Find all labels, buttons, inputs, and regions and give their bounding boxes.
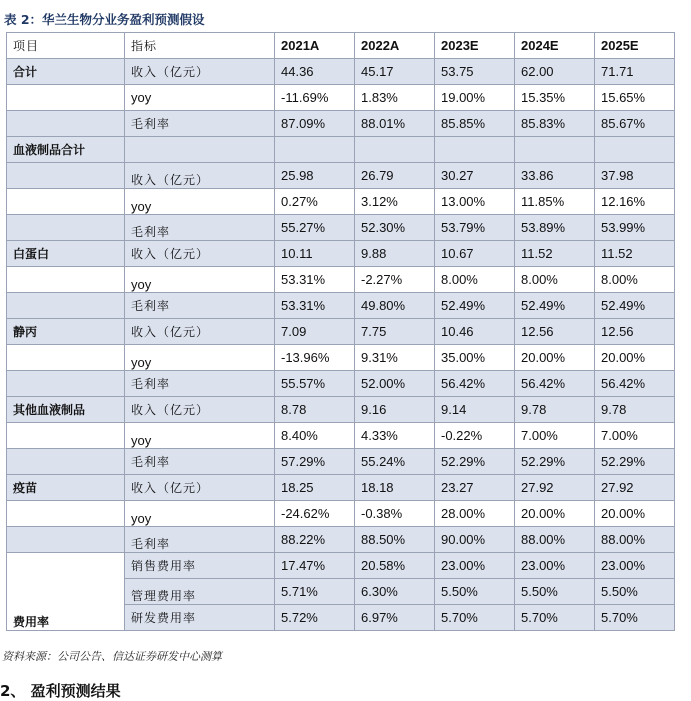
table-row bbox=[7, 163, 675, 189]
value-cell: 88.00% bbox=[515, 527, 595, 553]
indicator-cell: 毛利率 bbox=[125, 215, 275, 241]
table-caption: 表 2：华兰生物分业务盈利预测假设 bbox=[4, 12, 205, 27]
value-cell: 53.75 bbox=[435, 59, 515, 85]
table-row bbox=[7, 397, 675, 423]
indicator-cell: 收入（亿元） bbox=[125, 163, 275, 189]
value-cell: 45.17 bbox=[355, 59, 435, 85]
indicator-cell bbox=[125, 137, 275, 163]
source-note: 资料来源：公司公告、信达证券研发中心测算 bbox=[2, 650, 222, 663]
value-cell: 88.00% bbox=[595, 527, 675, 553]
value-cell: 27.92 bbox=[595, 475, 675, 501]
value-cell: 19.00% bbox=[435, 85, 515, 111]
value-cell: 25.98 bbox=[275, 163, 355, 189]
value-cell: 52.29% bbox=[595, 449, 675, 475]
segment-cell bbox=[7, 215, 125, 241]
table-row bbox=[7, 267, 675, 293]
value-cell: -13.96% bbox=[275, 345, 355, 371]
forecast-table bbox=[6, 32, 675, 631]
indicator-cell: 管理费用率 bbox=[125, 579, 275, 605]
value-cell: 9.16 bbox=[355, 397, 435, 423]
value-cell: 52.29% bbox=[515, 449, 595, 475]
indicator-cell: 收入（亿元） bbox=[125, 397, 275, 423]
value-cell bbox=[515, 137, 595, 163]
value-cell: 5.50% bbox=[595, 579, 675, 605]
value-cell: 10.67 bbox=[435, 241, 515, 267]
indicator-cell: yoy bbox=[125, 189, 275, 215]
table-row bbox=[7, 241, 675, 267]
segment-cell bbox=[7, 267, 125, 293]
value-cell: 12.16% bbox=[595, 189, 675, 215]
indicator-cell: 收入（亿元） bbox=[125, 475, 275, 501]
segment-cell bbox=[7, 527, 125, 553]
value-cell: 20.58% bbox=[355, 553, 435, 579]
value-cell: 10.11 bbox=[275, 241, 355, 267]
value-cell: 9.78 bbox=[595, 397, 675, 423]
value-cell: 62.00 bbox=[515, 59, 595, 85]
indicator-cell: 毛利率 bbox=[125, 449, 275, 475]
value-cell: 37.98 bbox=[595, 163, 675, 189]
segment-cell bbox=[7, 423, 125, 449]
segment-cell: 静丙 bbox=[7, 319, 125, 345]
value-cell: 52.30% bbox=[355, 215, 435, 241]
value-cell: 90.00% bbox=[435, 527, 515, 553]
table-row bbox=[7, 423, 675, 449]
segment-cell bbox=[7, 345, 125, 371]
value-cell: 0.27% bbox=[275, 189, 355, 215]
value-cell: 87.09% bbox=[275, 111, 355, 137]
value-cell: 9.14 bbox=[435, 397, 515, 423]
indicator-cell: yoy bbox=[125, 501, 275, 527]
table-row bbox=[7, 527, 675, 553]
value-cell: -2.27% bbox=[355, 267, 435, 293]
value-cell: -0.38% bbox=[355, 501, 435, 527]
value-cell: 20.00% bbox=[515, 501, 595, 527]
value-cell: 56.42% bbox=[595, 371, 675, 397]
value-cell: 85.85% bbox=[435, 111, 515, 137]
value-cell: 23.00% bbox=[595, 553, 675, 579]
value-cell: 55.27% bbox=[275, 215, 355, 241]
indicator-cell: 收入（亿元） bbox=[125, 319, 275, 345]
segment-cell: 疫苗 bbox=[7, 475, 125, 501]
value-cell: 20.00% bbox=[515, 345, 595, 371]
value-cell: 33.86 bbox=[515, 163, 595, 189]
value-cell: 20.00% bbox=[595, 345, 675, 371]
value-cell: 85.67% bbox=[595, 111, 675, 137]
table-row bbox=[7, 59, 675, 85]
value-cell: 8.00% bbox=[435, 267, 515, 293]
value-cell: 55.24% bbox=[355, 449, 435, 475]
indicator-cell: yoy bbox=[125, 267, 275, 293]
segment-cell bbox=[7, 293, 125, 319]
value-cell: 8.78 bbox=[275, 397, 355, 423]
indicator-cell: 收入（亿元） bbox=[125, 59, 275, 85]
indicator-cell: 研发费用率 bbox=[125, 605, 275, 631]
table-row bbox=[7, 215, 675, 241]
value-cell: 5.72% bbox=[275, 605, 355, 631]
value-cell: 35.00% bbox=[435, 345, 515, 371]
value-cell: 9.88 bbox=[355, 241, 435, 267]
value-cell: 88.50% bbox=[355, 527, 435, 553]
table-row bbox=[7, 85, 675, 111]
header-cell: 项目 bbox=[7, 33, 125, 59]
table-header-row bbox=[7, 33, 675, 59]
indicator-cell: yoy bbox=[125, 345, 275, 371]
value-cell: 7.75 bbox=[355, 319, 435, 345]
segment-cell bbox=[7, 163, 125, 189]
value-cell: 9.78 bbox=[515, 397, 595, 423]
table-row bbox=[7, 189, 675, 215]
value-cell: 13.00% bbox=[435, 189, 515, 215]
header-cell: 2024E bbox=[515, 33, 595, 59]
value-cell: 53.89% bbox=[515, 215, 595, 241]
value-cell: 52.49% bbox=[435, 293, 515, 319]
value-cell: 15.35% bbox=[515, 85, 595, 111]
value-cell: -24.62% bbox=[275, 501, 355, 527]
value-cell: 1.83% bbox=[355, 85, 435, 111]
indicator-cell: 毛利率 bbox=[125, 293, 275, 319]
value-cell: 56.42% bbox=[515, 371, 595, 397]
table-row bbox=[7, 371, 675, 397]
segment-cell: 白蛋白 bbox=[7, 241, 125, 267]
header-cell: 2025E bbox=[595, 33, 675, 59]
value-cell: 49.80% bbox=[355, 293, 435, 319]
indicator-cell: 毛利率 bbox=[125, 371, 275, 397]
table-row bbox=[7, 319, 675, 345]
segment-cell bbox=[7, 85, 125, 111]
header-cell: 2023E bbox=[435, 33, 515, 59]
value-cell: 8.00% bbox=[515, 267, 595, 293]
value-cell: 8.40% bbox=[275, 423, 355, 449]
header-cell: 指标 bbox=[125, 33, 275, 59]
segment-cell bbox=[7, 111, 125, 137]
segment-cell bbox=[7, 371, 125, 397]
value-cell: 5.70% bbox=[515, 605, 595, 631]
value-cell: 52.49% bbox=[515, 293, 595, 319]
value-cell: 26.79 bbox=[355, 163, 435, 189]
value-cell: 20.00% bbox=[595, 501, 675, 527]
value-cell: 52.29% bbox=[435, 449, 515, 475]
value-cell: 53.99% bbox=[595, 215, 675, 241]
table-row bbox=[7, 449, 675, 475]
value-cell: 6.30% bbox=[355, 579, 435, 605]
value-cell: 11.85% bbox=[515, 189, 595, 215]
value-cell: 17.47% bbox=[275, 553, 355, 579]
table-row bbox=[7, 475, 675, 501]
value-cell: 53.31% bbox=[275, 267, 355, 293]
header-cell: 2021A bbox=[275, 33, 355, 59]
value-cell: 30.27 bbox=[435, 163, 515, 189]
value-cell: 27.92 bbox=[515, 475, 595, 501]
value-cell: 5.70% bbox=[595, 605, 675, 631]
segment-cell bbox=[7, 189, 125, 215]
segment-cell: 费用率 bbox=[7, 553, 125, 631]
value-cell: 88.01% bbox=[355, 111, 435, 137]
table-row bbox=[7, 111, 675, 137]
value-cell: 52.49% bbox=[595, 293, 675, 319]
indicator-cell: yoy bbox=[125, 423, 275, 449]
value-cell: 12.56 bbox=[515, 319, 595, 345]
value-cell: 5.50% bbox=[435, 579, 515, 605]
value-cell: 53.79% bbox=[435, 215, 515, 241]
value-cell bbox=[595, 137, 675, 163]
value-cell: 88.22% bbox=[275, 527, 355, 553]
value-cell: 23.27 bbox=[435, 475, 515, 501]
value-cell: 7.09 bbox=[275, 319, 355, 345]
value-cell: 5.70% bbox=[435, 605, 515, 631]
value-cell bbox=[355, 137, 435, 163]
segment-cell bbox=[7, 449, 125, 475]
value-cell: 23.00% bbox=[515, 553, 595, 579]
value-cell: 5.50% bbox=[515, 579, 595, 605]
value-cell: 55.57% bbox=[275, 371, 355, 397]
indicator-cell: yoy bbox=[125, 85, 275, 111]
value-cell: 71.71 bbox=[595, 59, 675, 85]
value-cell: 44.36 bbox=[275, 59, 355, 85]
value-cell: 18.25 bbox=[275, 475, 355, 501]
indicator-cell: 毛利率 bbox=[125, 527, 275, 553]
segment-cell: 其他血液制品 bbox=[7, 397, 125, 423]
value-cell: 9.31% bbox=[355, 345, 435, 371]
value-cell: 53.31% bbox=[275, 293, 355, 319]
value-cell: 28.00% bbox=[435, 501, 515, 527]
segment-cell: 合计 bbox=[7, 59, 125, 85]
value-cell: 85.83% bbox=[515, 111, 595, 137]
value-cell: 56.42% bbox=[435, 371, 515, 397]
value-cell: 15.65% bbox=[595, 85, 675, 111]
value-cell: 11.52 bbox=[515, 241, 595, 267]
indicator-cell: 毛利率 bbox=[125, 111, 275, 137]
value-cell: 18.18 bbox=[355, 475, 435, 501]
value-cell: 12.56 bbox=[595, 319, 675, 345]
value-cell: 23.00% bbox=[435, 553, 515, 579]
value-cell: 3.12% bbox=[355, 189, 435, 215]
value-cell bbox=[435, 137, 515, 163]
value-cell: 10.46 bbox=[435, 319, 515, 345]
table-row bbox=[7, 553, 675, 579]
indicator-cell: 收入（亿元） bbox=[125, 241, 275, 267]
header-cell: 2022A bbox=[355, 33, 435, 59]
value-cell: -0.22% bbox=[435, 423, 515, 449]
value-cell: 8.00% bbox=[595, 267, 675, 293]
table-row bbox=[7, 293, 675, 319]
segment-cell bbox=[7, 501, 125, 527]
table-row bbox=[7, 345, 675, 371]
value-cell: 57.29% bbox=[275, 449, 355, 475]
segment-cell: 血液制品合计 bbox=[7, 137, 125, 163]
indicator-cell: 销售费用率 bbox=[125, 553, 275, 579]
value-cell: -11.69% bbox=[275, 85, 355, 111]
value-cell: 7.00% bbox=[515, 423, 595, 449]
value-cell: 52.00% bbox=[355, 371, 435, 397]
value-cell: 7.00% bbox=[595, 423, 675, 449]
value-cell bbox=[275, 137, 355, 163]
value-cell: 5.71% bbox=[275, 579, 355, 605]
section-heading: 2、 盈利预测结果 bbox=[0, 682, 121, 700]
value-cell: 11.52 bbox=[595, 241, 675, 267]
table-row bbox=[7, 137, 675, 163]
value-cell: 6.97% bbox=[355, 605, 435, 631]
table-row bbox=[7, 501, 675, 527]
value-cell: 4.33% bbox=[355, 423, 435, 449]
